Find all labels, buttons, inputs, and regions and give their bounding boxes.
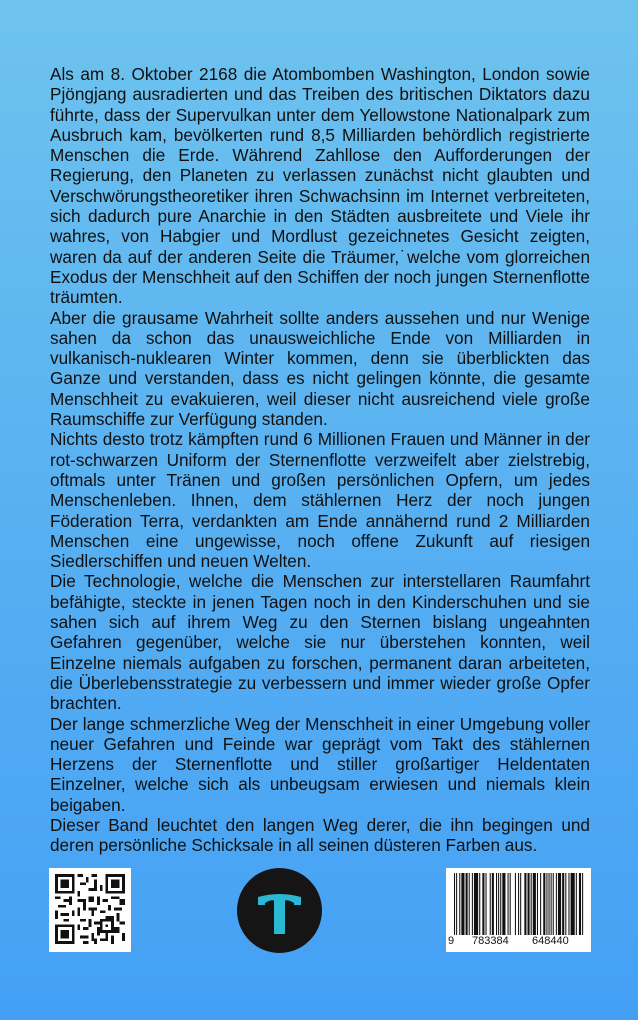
barcode-left-group: 783384 — [472, 935, 509, 947]
barcode-bar — [551, 873, 552, 935]
barcode-bar — [558, 873, 561, 935]
publisher-logo-icon — [237, 868, 322, 953]
barcode-bar — [502, 873, 505, 935]
barcode-bar — [492, 873, 494, 935]
barcode-bar — [528, 873, 530, 935]
barcode-bar — [490, 873, 491, 935]
barcode-bar — [474, 873, 478, 935]
barcode-bar — [582, 873, 583, 935]
barcode-bar — [479, 873, 480, 935]
barcode-bar — [568, 873, 569, 935]
barcode-bar — [500, 873, 501, 935]
barcode-bar — [472, 873, 473, 935]
barcode-bar — [520, 873, 521, 935]
barcode-bar — [524, 873, 526, 935]
isbn-barcode — [446, 868, 591, 952]
barcode-bar — [546, 873, 547, 935]
barcode-right-group: 648440 — [532, 935, 569, 947]
paragraph-4: Die Technologie, welche die Menschen zur interstellaren Raumfahrt befähigte, steckte in jenen Tagen noch in den Kinderschuhen und sie sahen sich auf ihrem Weg zu den Sternen bislang ungeahnten Gefahren gegenüber, welche sie nur überstehen konnten, weil Einzelne niemals aufgaben zu forschen, permanent daran arbeiteten, die Überlebensstrategie zu verbessern und immer wieder große Opfer brachten. — [50, 571, 590, 714]
barcode-bar — [549, 873, 550, 935]
barcode-bar — [543, 873, 545, 935]
barcode-bar — [579, 873, 581, 935]
paragraph-5: Der lange schmerzliche Weg der Menschheit in einer Umgebung voller neuer Gefahren und Feinde war geprägt vom Takt des stählernen Herzens der Sternenflotte und stiller großartiger Heldentaten Einzelner, welche sich als unbeugsam erwiesen und niemals klein beigaben. — [50, 713, 590, 815]
barcode-bar — [508, 873, 509, 935]
barcode-bar — [482, 873, 484, 935]
barcode-bar — [456, 873, 457, 935]
barcode-bar — [461, 873, 464, 935]
barcode-bar — [510, 873, 511, 935]
barcode-bar — [466, 873, 468, 935]
barcode-bar — [486, 873, 487, 935]
barcode-bar — [531, 873, 532, 935]
qr-code-icon — [55, 874, 125, 944]
paragraph-1: Als am 8. Oktober 2168 die Atombomben Washington, London sowie Pjöngjang ausradierten und das Treiben des britischen Diktators dazu führte, dass der Supervulkan unter dem Yellowstone Nationalpark zum Ausbruch kam, bevölkerten rund 8,5 Milliarden behördlich registrierte Menschen die Erde. Während Zahllose den Aufforderungen der Regierung, den Planeten zu verlassen zunächst nicht glaubten und Verschwörungstheoretiker ihren Schwachsinn im Internet verbreiteten, sich dadurch pure Anarchie in den Städten ausbreitete und Viele ihr wahres, von Habgier und Mordlust gezeichnetes Gesicht zeigten, waren da auf der anderen Seite die Träumer,˙welche vom glorreichen Exodus der Menschheit auf den Schiffen der noch jungen Sternenflotte träumten. — [50, 64, 590, 308]
paragraph-3: Nichts desto trotz kämpften rund 6 Millionen Frauen und Männer in der rot-schwarzen Uniform der Sternenflotte verzweifelt aber zielstrebig, oftmals unter Tränen und großen persönlichen Opfern, um jedes Menschenleben. Ihnen, dem stählernen Herz der noch jungen Föderation Terra, verdankten am Ende annähernd rund 2 Milliarden Menschen eine ungewisse, noch offene Zukunft auf riesigen Siedlerschiffen und neuen Welten. — [50, 429, 590, 572]
barcode-bar — [537, 873, 538, 935]
paragraph-2: Aber die grausame Wahrheit sollte anders aussehen und nur Wenige sahen da schon das unausweichliche Ende von Milliarden in vulkanisch-nuklearen Winter kommen, denn sie überblickten das Ganze und verstanden, dass es nicht gelingen könnte, die gesamte Menschheit zu evakuieren, weil dieser nicht ausreichend viele große Raumschiffe zur Verfügung standen. — [50, 307, 590, 430]
barcode-bar — [515, 873, 516, 935]
barcode-bar — [459, 873, 460, 935]
barcode-bar — [454, 873, 455, 935]
barcode-bar — [496, 873, 497, 935]
barcode-bar — [553, 873, 554, 935]
barcode-bar — [518, 873, 519, 935]
barcode-first-digit: 9 — [448, 935, 455, 947]
publisher-logo — [237, 868, 322, 953]
barcode-bar — [565, 873, 566, 935]
barcode-bars — [454, 873, 584, 935]
barcode-bar — [533, 873, 536, 935]
blurb-text — [50, 64, 590, 856]
qr-code — [49, 868, 131, 952]
barcode-bar — [498, 873, 499, 935]
barcode-bar — [540, 873, 541, 935]
barcode-bar — [469, 873, 470, 935]
paragraph-6: Dieser Band leuchtet den langen Weg derer, die ihn begingen und deren persönliche Schicksale in all seinen düsteren Farben aus. — [50, 814, 590, 856]
barcode-bar — [562, 873, 564, 935]
barcode-bar — [556, 873, 557, 935]
barcode-bar — [571, 873, 575, 935]
back-cover-footer — [0, 868, 638, 954]
barcode-bar — [576, 873, 577, 935]
